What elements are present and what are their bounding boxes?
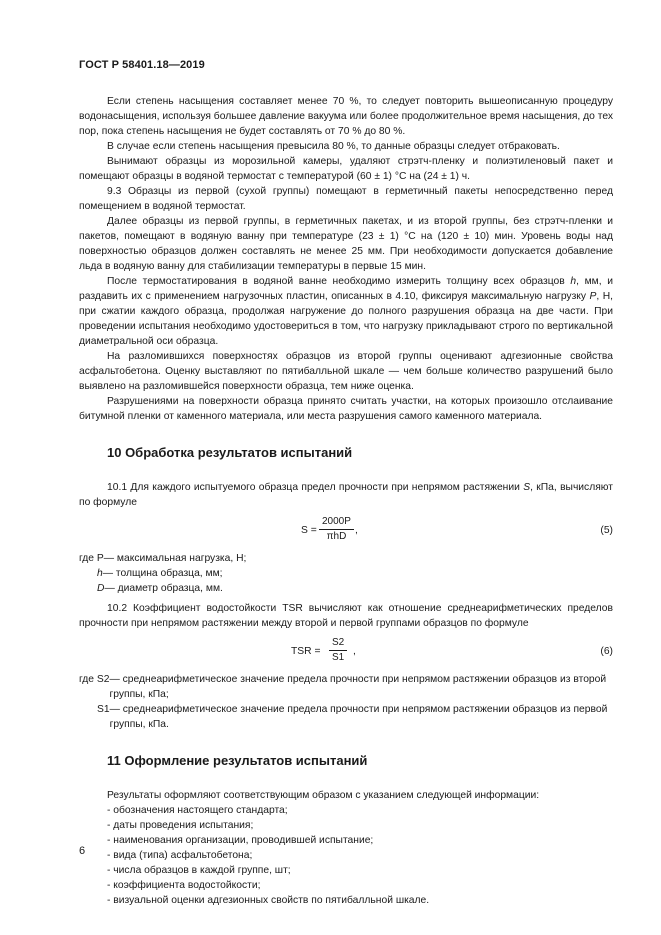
legend-row [79, 581, 613, 596]
section-11-intro: Результаты оформляют соответствующим образом с указанием следующей информации: [107, 790, 540, 801]
legend-row [79, 551, 613, 566]
paragraph: Разрушениями на поверхности образца принято считать участки, на которых произошло отслаивание битумной пленки от каменного материала, или места разрушения самого каменного материала. [79, 396, 613, 422]
paragraph-10-1 [79, 480, 613, 510]
list-item: - коэффициента водостойкости; [107, 880, 261, 891]
page-number: 6 [79, 845, 86, 857]
symbol-S: S [523, 482, 531, 493]
paragraph: 9.3 Образцы из первой (сухой группы) помещают в герметичный пакеты непосредственно перед помещением в водяной термостат. [79, 186, 613, 212]
formula-6 [79, 636, 613, 670]
paragraph: В случае если степень насыщения превысила 80 %, то данные образцы следует отбраковать. [107, 141, 560, 152]
legend-symbol: h [97, 568, 103, 579]
legend-row [79, 566, 613, 581]
list-item: - наименования организации, проводившей испытание; [107, 835, 374, 846]
document-header: ГОСТ Р 58401.18—2019 [79, 59, 205, 71]
formula-6-denominator: S1 [332, 652, 345, 663]
legend-description: — диаметр образца, мм. [104, 583, 223, 594]
text-run: , кПа, вычисляют по формуле [79, 482, 614, 508]
page-content [79, 94, 613, 908]
list-item: - вида (типа) асфальтобетона; [107, 850, 253, 861]
paragraph: Если степень насыщения составляет менее 70 %, то следует повторить вышеописанную процедуру водонасыщения, используя большее давление вакуума или более продолжительное время насыщения, до тех пор, пока степень насыщения не будет составлять от 70 % до 80 %. [79, 96, 613, 137]
text-run: , Н, при сжатии каждого образца, продолжая нагружение до полного разрушения образца на две части. При проведении испытания необходимо удостовериться в том, что нагрузку прикладывают строго по вертикальной диаметральной оси образца. [79, 291, 613, 347]
symbol-h: h [570, 276, 577, 287]
text-run: После термостатирования в водяной ванне необходимо измерить толщину всех образцов [107, 276, 571, 287]
formula-5-numerator: 2000P [319, 515, 354, 530]
formula-5-denominator: πhD [326, 531, 347, 542]
list-item: - визуальной оценки адгезионных свойств по пятибалльной шкале. [107, 895, 430, 906]
legend-description: — среднеарифметическое значение предела прочности при непрямом растяжении образцов из первой группы, кПа. [109, 704, 608, 730]
formula-5-lhs: S = [301, 525, 317, 536]
legend-description: — максимальная нагрузка, Н; [103, 553, 247, 564]
results-list [79, 803, 613, 908]
legend-description: — толщина образца, мм; [102, 568, 223, 579]
formula-5-number: (5) [600, 525, 613, 536]
paragraph: Далее образцы из первой группы, в герметичных пакетах, и из второй группы, без стрэтч-пленки и пакетов, помещают в водяную ванну при температуре (23 ± 1) °С на (120 ± 10) мин. Уровень воды над поверхностью образцов должен составлять не менее 25 мм. При необходимости допускается добавление льда в водяную ванну для стабилизации температуры в первые 15 мин. [79, 216, 613, 272]
section-11-title: 11 Оформление результатов испытаний [107, 753, 368, 768]
list-item: - даты проведения испытания; [107, 820, 254, 831]
legend-row [79, 672, 613, 702]
paragraph-10-2: 10.2 Коэффициент водостойкости TSR вычисляют как отношение среднеарифметических пределов прочности при непрямом растяжении между второй и первой группами образцов по формуле [79, 603, 613, 629]
formula-5-fraction [319, 515, 354, 544]
paragraph-load-test [79, 274, 613, 349]
legend-symbol: S1 [97, 704, 110, 715]
formula-6-fraction [329, 636, 347, 665]
legend-description: — среднеарифметическое значение предела прочности при непрямом растяжении образцов из второй группы, кПа; [109, 674, 607, 700]
list-item: - числа образцов в каждой группе, шт; [107, 865, 291, 876]
paragraph: Вынимают образцы из морозильной камеры, удаляют стрэтч-пленку и полиэтиленовый пакет и помещают образцы в водяной термостат с температурой (60 ± 1) °С на (24 ± 1) ч. [79, 156, 613, 182]
formula-6-lhs: TSR = [291, 646, 321, 657]
formula-5-comma: , [355, 525, 358, 536]
legend-row [79, 702, 613, 732]
legend-symbol: где S2 [79, 674, 110, 685]
list-item: - обозначения настоящего стандарта; [107, 805, 288, 816]
formula-5 [79, 515, 613, 549]
text-run: , мм, и раздавить их с применением нагрузочных пластин, описанных в 4.10, фиксируя максимальную нагрузку [79, 276, 613, 302]
legend-symbol: D [97, 583, 105, 594]
formula-6-comma: , [353, 646, 356, 657]
formula-5-legend [79, 551, 613, 596]
formula-6-numerator: S2 [329, 636, 347, 651]
legend-symbol: где P [79, 553, 104, 564]
paragraph: На разломившихся поверхностях образцов из второй группы оценивают адгезионные свойства асфальтобетона. Оценку выставляют по пятибалльной шкале — чем больше количество разрушений было выявлено на разломившейся поверхности образца, тем ниже оценка. [79, 351, 613, 392]
section-10-title: 10 Обработка результатов испытаний [107, 445, 353, 460]
formula-6-legend [79, 672, 613, 732]
formula-6-number: (6) [600, 646, 613, 657]
text-run: 10.1 Для каждого испытуемого образца предел прочности при непрямом растяжении [107, 482, 524, 493]
symbol-P: P [589, 291, 597, 302]
